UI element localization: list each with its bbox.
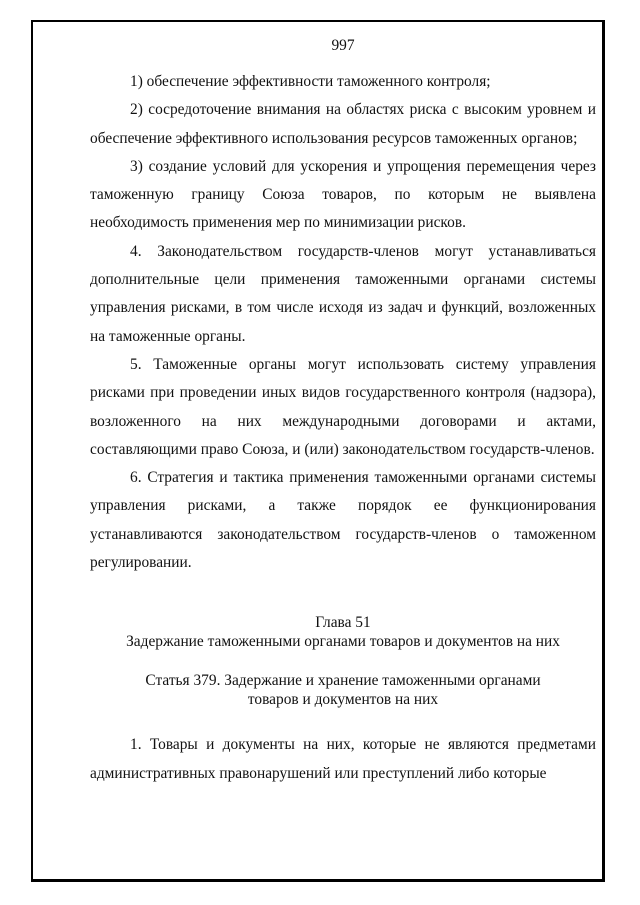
article-paragraph-1: 1. Товары и документы на них, которые не являются предметами административных правонарушений или преступлений либо которые <box>90 736 596 782</box>
paragraph-5: 5. Таможенные органы могут использовать систему управления рисками при проведении иных видов государственного контроля (надзора), возложенного на них международными договорами и актами, составляющими право Союза, и (или) законодательством государств-членов. <box>90 355 596 458</box>
document-page <box>90 36 596 788</box>
list-item-goal-3: 3) создание условий для ускорения и упрощения перемещения через таможенную границу Союза товаров, по которым не выявлена необходимость применения мер по минимизации рисков. <box>90 157 596 232</box>
paragraph-6: 6. Стратегия и тактика применения таможенными органами системы управления рисками, а также порядок ее функционирования устанавливаются законодательством государств-членов о таможенном регулировании. <box>90 469 596 572</box>
article-title-line1: Статья 379. Задержание и хранение таможенными органами <box>145 672 541 690</box>
list-item-goal-1: 1) обеспечение эффективности таможенного контроля; <box>130 73 491 90</box>
section-gap <box>90 577 596 613</box>
chapter-title: Задержание таможенными органами товаров и документов на них <box>126 633 560 651</box>
paragraph-4: 4. Законодательством государств-членов могут устанавливаться дополнительные цели применения таможенными органами системы управления рисками, в том числе исходя из задач и функций, возложенных на таможенные органы. <box>90 242 596 345</box>
list-item-goal-2: 2) сосредоточение внимания на областях риска с высоким уровнем и обеспечение эффективного использования ресурсов таможенных органов; <box>90 101 596 147</box>
page-number: 997 <box>331 37 355 54</box>
article-title-line2: товаров и документов на них <box>247 691 439 709</box>
section-gap <box>90 709 596 731</box>
chapter-number: Глава 51 <box>315 614 371 632</box>
section-gap <box>90 651 596 671</box>
